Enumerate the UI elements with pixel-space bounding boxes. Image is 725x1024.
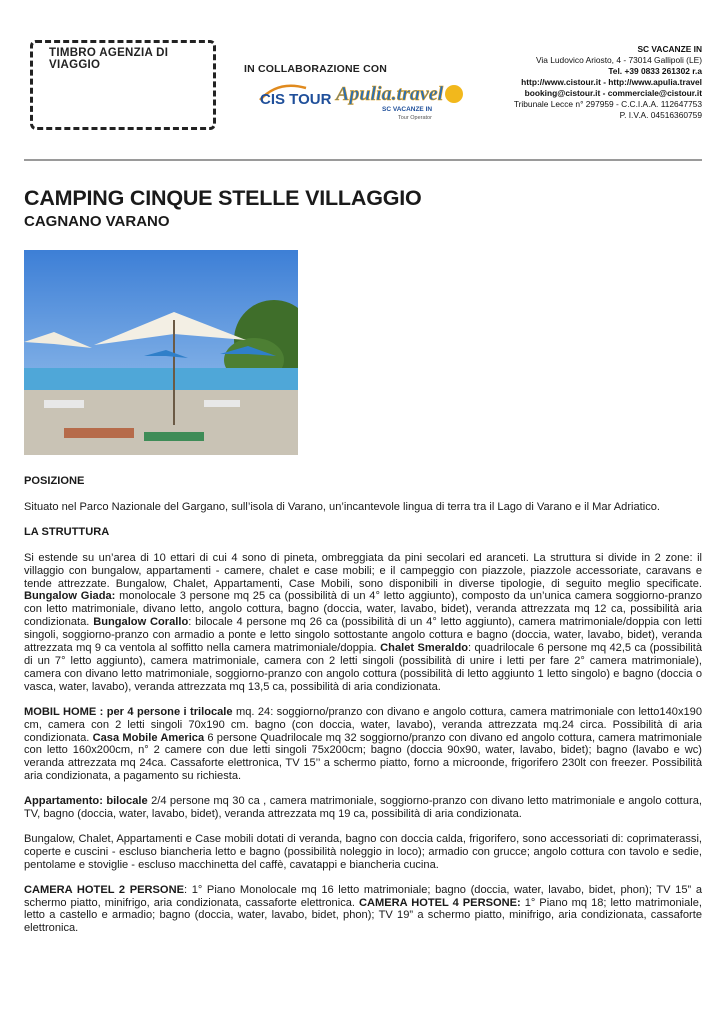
- mobil-home-text: mq. 24: soggiorno/pranzo con divano e angolo cottura, camera matrimoniale con letto140x190 cm, camera con 2 letti singoli 70x190 cm. bagno (con doccia, water, lavabo), veranda attrezzata mq.24 circa. Possibilità di aria condizionata.: [24, 705, 703, 744]
- struttura-paragraph-2: [24, 706, 702, 783]
- company-address: Via Ludovico Ariosto, 4 - 73014 Gallipoli (LE): [535, 55, 702, 65]
- camera-hotel-2-label: CAMERA HOTEL 2 PERSONE: [24, 883, 184, 896]
- company-vat: P. I.V.A. 04516360759: [619, 110, 702, 120]
- sun-icon: [445, 85, 463, 103]
- struttura-paragraph-3: [24, 795, 702, 821]
- pool-photo: [24, 250, 298, 455]
- apulia-logo-text: Apulia.travel: [336, 83, 444, 105]
- section-heading-struttura: LA STRUTTURA: [24, 525, 110, 538]
- company-info: [514, 44, 702, 121]
- bungalow-corallo-label: Bungalow Corallo: [93, 616, 189, 629]
- struttura-intro: Si estende su un’area di 10 ettari di cui 4 sono di pineta, ombreggiata da pini secolari ed aranceti. La struttura si divide in 2 zone: il villaggio con bungalow, appartamenti - camere, chalet e case mobili; e il campeggio con piazzole, piazzole accessoriate, caravans e tende attrezzate. Bungalow, Chalet, Appartamenti, Case Mobili, sono disponibili in diverse tipologie, di seguito meglio specificate.: [24, 551, 702, 590]
- agency-stamp-box: [30, 40, 216, 130]
- camera-hotel-4-label: CAMERA HOTEL 4 PERSONE:: [358, 896, 521, 909]
- bungalow-giada-label: Bungalow Giada:: [24, 590, 116, 603]
- chalet-smeraldo-label: Chalet Smeraldo: [380, 642, 469, 655]
- collaboration-label: IN COLLABORAZIONE CON: [244, 63, 388, 75]
- document-body: [24, 475, 702, 947]
- company-name: SC VACANZE IN: [637, 44, 702, 54]
- casa-mobile-america-text: 6 persone Quadrilocale mq 32 soggiorno/pranzo con divano ed angolo cottura, camera matrimoniale con letto 160x200cm, n° 2 camere con due letti singoli 75x200cm; bagno (doccia 90x90, water, lavabo, bidet); bagno (lavabo e wc) veranda attrezzata mq 24ca. Cassaforte elettronica, TV 15’’ a schermo piatto, forno a microonde, frigorifero 230lt con freezer. Possibilità aria condizionata, a pagamento su richiesta.: [24, 731, 703, 783]
- appartamento-text: 2/4 persone mq 30 ca , camera matrimoniale, soggiorno-pranzo con divano letto matrimoniale e angolo cottura, TV, bagno (doccia, water, lavabo, bidet), veranda attrezzata mq 19 ca, possibilità di aria condizionata.: [24, 795, 702, 821]
- page-title: CAMPING CINQUE STELLE VILLAGGIO: [24, 186, 422, 210]
- cistour-logo: [260, 86, 332, 108]
- apulia-logo-subtext-2: Tour Operator: [398, 115, 432, 121]
- casa-mobile-america-label: Casa Mobile America: [92, 731, 205, 744]
- company-registry: Tribunale Lecce n° 297959 - C.C.I.A.A. 112647753: [513, 99, 702, 109]
- bungalow-giada-text: monolocale 3 persone mq 25 ca (possibilità di un 4° letto aggiunto), composto da un’unica camera soggiorno-pranzo con letto matrimoniale, divano letto, angolo cottura, bagno (doccia, water, lavabo, bidet), veranda attrezzata mq 12 ca, possibilità aria condizionata.: [24, 590, 702, 629]
- section-heading-posizione: POSIZIONE: [24, 475, 85, 487]
- page-subtitle: CAGNANO VARANO: [24, 213, 170, 230]
- bungalow-corallo-text: : bilocale 4 persone mq 26 ca (possibilità di un 4° letto aggiunto), camera matrimoniale/doppia con letti singoli, soggiorno-pranzo con armadio a ponte e letto singolo sottostante angolo cottura e bagno (doccia, water, lavabo, bidet), veranda attrezzata mq 9 ca ventola al soffitto nella camera matrimoniale/doppia.: [24, 616, 702, 655]
- struttura-paragraph-1: [24, 552, 702, 694]
- partner-logos: [258, 74, 468, 122]
- cistour-logo-text: CIS TOUR: [260, 91, 332, 108]
- stamp-label: TIMBRO AGENZIA DI VIAGGIO: [49, 47, 169, 71]
- company-emails[interactable]: booking@cistour.it - commerciale@cistour.it: [524, 88, 702, 98]
- struttura-paragraph-5: [24, 884, 702, 936]
- apulia-logo-subtext: SC VACANZE IN: [382, 106, 433, 113]
- appartamento-label: Appartamento: bilocale: [24, 795, 148, 808]
- company-phone: Tel. +39 0833 261302 r.a: [608, 66, 702, 76]
- struttura-paragraph-4: Bungalow, Chalet, Appartamenti e Case mobili dotati di veranda, bagno con doccia calda, frigorifero, sono accessoriati di: coprimaterassi, coperte e cuscini - escluso biancheria letto e bagno (possibilità noleggio in loco); armadio con grucce; angolo cottura con tavolo e sedie, pentolame e stoviglie - escluso macchinetta del caffè, cavatappi e biancheria cucina.: [24, 832, 702, 871]
- mobil-home-label: MOBIL HOME: [24, 705, 97, 718]
- apulia-travel-logo: [334, 83, 463, 121]
- header-divider: [24, 159, 702, 161]
- camera-hotel-2-text: : 1° Piano Monolocale mq 16 letto matrimoniale; bagno (doccia, water, lavabo, bidet, phon); TV 15” a schermo piatto, minifrigo, aria condizionata, cassaforte elettronica.: [24, 883, 702, 909]
- posizione-text: Situato nel Parco Nazionale del Gargano, sull’isola di Varano, un’incantevole lingua di terra tra il Lago di Varano e il Mar Adriatico.: [24, 500, 660, 513]
- mobil-home-label-2: : per 4 persone i trilocale: [96, 705, 233, 718]
- camera-hotel-4-text: 1° Piano mq 18; letto matrimoniale, letto a castello e armadio; bagno (doccia, water, lavabo, bidet, phon); TV 19” a schermo piatto, minifrigo, aria condizionata, cassaforte elettronica.: [24, 896, 703, 935]
- company-websites[interactable]: http://www.cistour.it - http://www.apulia.travel: [521, 77, 702, 87]
- chalet-smeraldo-text: : quadrilocale 6 persone mq 42,5 ca (possibilità di un 7° letto aggiunto), camera matrimoniale, camera con 2 letti singoli (possibilità di unire i letti per fare 2° camera matrimoniale), camera con divano letto matrimoniale, soggiorno-pranzo con angolo cottura (possibilità di letto aggiunto 1 letto singolo) e bagno (doccia o vasca, water, lavabo), veranda attrezzata mq 13,5 ca, possibilità di aria condizionata.: [24, 642, 702, 693]
